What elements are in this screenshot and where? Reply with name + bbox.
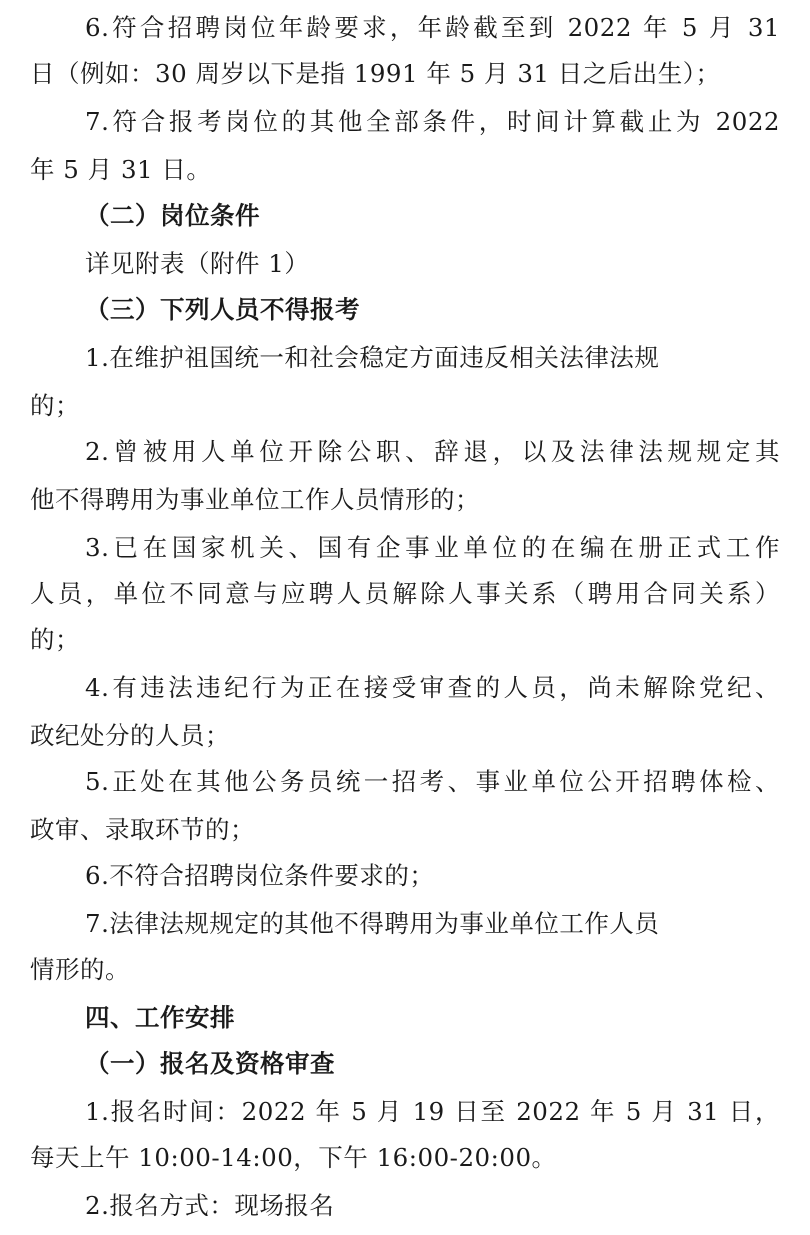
- paragraph-line: 人员，单位不同意与应聘人员解除人事关系（聘用合同关系）: [30, 579, 780, 608]
- section-subheading: （三）下列人员不得报考: [85, 295, 360, 324]
- paragraph-line: 7.符合报考岗位的其他全部条件，时间计算截止为 2022: [85, 107, 780, 136]
- paragraph-line: 年 5 月 31 日。: [30, 155, 212, 184]
- paragraph-line: 2.报名方式：现场报名: [85, 1191, 335, 1220]
- paragraph-line: 他不得聘用为事业单位工作人员情形的；: [30, 485, 480, 514]
- paragraph-line: 5.正处在其他公务员统一招考、事业单位公开招聘体检、: [85, 767, 780, 796]
- paragraph-line: 1.报名时间：2022 年 5 月 19 日至 2022 年 5 月 31 日，: [85, 1097, 780, 1126]
- section-heading: 四、工作安排: [85, 1003, 235, 1032]
- paragraph-line: 4.有违法违纪行为正在接受审查的人员，尚未解除党纪、: [85, 673, 780, 702]
- section-subheading: （二）岗位条件: [85, 201, 260, 230]
- section-subheading: （一）报名及资格审查: [85, 1049, 335, 1078]
- paragraph-line: 1.在维护祖国统一和社会稳定方面违反相关法律法规: [85, 343, 660, 372]
- paragraph-line: 政纪处分的人员；: [30, 721, 230, 750]
- paragraph-line: 每天上午 10:00-14:00，下午 16:00-20:00。: [30, 1143, 557, 1172]
- paragraph-line: 的；: [30, 625, 80, 654]
- paragraph-line: 详见附表（附件 1）: [85, 249, 310, 278]
- paragraph-line: 情形的。: [30, 955, 130, 984]
- paragraph-line: 3.已在国家机关、国有企事业单位的在编在册正式工作: [85, 533, 780, 562]
- paragraph-line: 的；: [30, 391, 80, 420]
- paragraph-line: 日（例如：30 周岁以下是指 1991 年 5 月 31 日之后出生）；: [30, 59, 721, 88]
- paragraph-line: 政审、录取环节的；: [30, 815, 255, 844]
- paragraph-line: 7.法律法规规定的其他不得聘用为事业单位工作人员: [85, 909, 660, 938]
- paragraph-line: 6.不符合招聘岗位条件要求的；: [85, 861, 435, 890]
- paragraph-line: 2.曾被用人单位开除公职、辞退，以及法律法规规定其: [85, 437, 780, 466]
- paragraph-line: 6.符合招聘岗位年龄要求，年龄截至到 2022 年 5 月 31: [85, 13, 780, 42]
